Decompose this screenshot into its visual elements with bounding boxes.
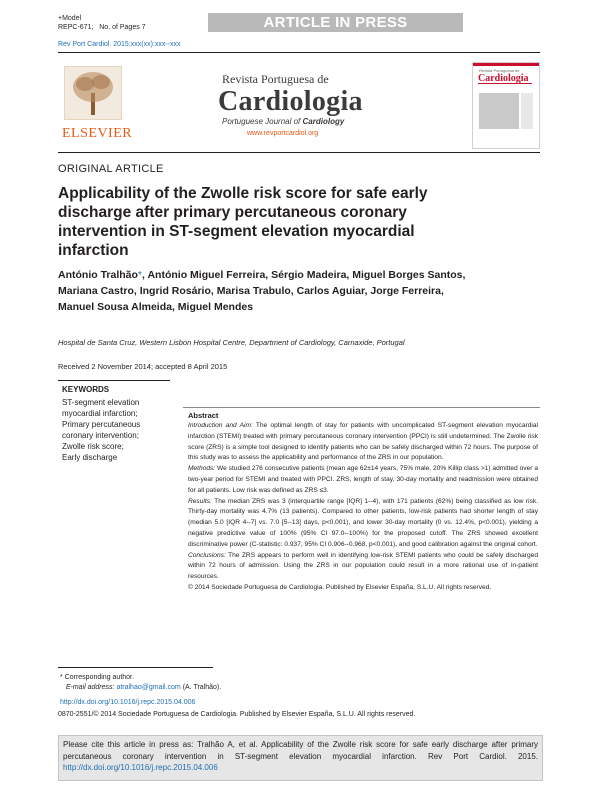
author-first: António Tralhão	[58, 269, 138, 281]
model-label: +Model	[58, 15, 82, 22]
abstract-results-label: Results:	[188, 497, 212, 505]
cover-image	[479, 93, 519, 129]
abstract-methods-text: We studied 276 consecutive patients (mean age 62±14 years, 75% male, 20% Killip class >1) admitted over a two-year period for STEMI and treated with PPCI. ZRS, length of stay, 30-day mortality and readmission were obtained for all patients. Low risk was defined as ZRS ≤3.	[188, 465, 538, 494]
abstract-rule	[183, 407, 540, 408]
journal-subtitle-bold: Cardiology	[302, 117, 345, 126]
email-owner: (A. Tralhão).	[180, 684, 222, 691]
abstract-methods	[188, 464, 538, 496]
abstract-results-text: The median ZRS was 3 (interquartile range [IQR] 1--4), with 171 patients (62%) being classified as low risk. Thirty-day mortality was 4.7% (13 patients). Compared to other patients, low-risk patients had shorter length of stay (median 5.0 [IQR 4--7] vs. 7.0 [5--13] days, p<0.001), and lower 30-day mortality (0 vs. 12.4%, p<0.001), yielding a negative predictive value of 100% (95% CI 97.0--100%) for the proposed cutoff. The ZRS showed excellent discriminative power (C-statistic: 0.937, 95% CI 0.906--0.968, p<0.001), and good calibration against the original cohort.	[188, 497, 538, 548]
journal-title-line1: Revista Portuguesa de	[222, 72, 329, 86]
author-list	[58, 267, 528, 315]
journal-title-main: Cardiologia	[218, 86, 363, 117]
abstract-conclusions-label: Conclusions:	[188, 551, 226, 559]
cover-side-image	[521, 93, 533, 129]
abstract-intro-text: The optimal length of stay for patients with uncomplicated ST-segment elevation myocardial infarction (STEMI) treated with primary percutaneous coronary intervention (PPCI) is still undetermined. The Zwolle risk score (ZRS) is a simple tool designed to identify patients who can be safely discharged within 72 hours. The purpose of this study was to assess the applicability and performance of the ZRS in our population.	[188, 422, 538, 462]
abstract-body	[188, 421, 538, 594]
tree-icon	[65, 67, 121, 119]
authors-line-1	[58, 267, 528, 283]
email-link[interactable]: atralhao@gmail.com	[116, 684, 181, 691]
elsevier-logo-image	[64, 66, 122, 120]
journal-subtitle-prefix: Portuguese Journal of	[222, 117, 301, 126]
keywords-list	[62, 397, 166, 463]
journal-url[interactable]: www.revportcardiol.org	[247, 130, 319, 137]
corresponding-star[interactable]: *	[137, 269, 143, 281]
affiliation: Hospital de Santa Cruz, Western Lisbon Hospital Centre, Department of Cardiology, Carnaxide, Portugal	[58, 338, 405, 347]
journal-subtitle	[222, 117, 344, 126]
corresponding-author-note	[60, 673, 221, 693]
cover-title: Cardiologia	[478, 73, 529, 84]
header-meta	[58, 14, 146, 32]
journal-citation: Rev Port Cardiol. 2015;xxx(xx):xxx--xxx	[58, 41, 181, 48]
authors-line-2: Mariana Castro, Ingrid Rosário, Marisa Trabulo, Carlos Aguiar, Jorge Ferreira,	[58, 285, 444, 297]
abstract-copyright: © 2014 Sociedade Portuguesa de Cardiologia. Published by Elsevier España, S.L.U. All rights reserved.	[188, 583, 492, 591]
keywords-rule	[58, 380, 170, 381]
doi-link[interactable]: http://dx.doi.org/10.1016/j.repc.2015.04.006	[60, 699, 196, 706]
keyword-item: ST-segment elevation myocardial infarction;	[62, 398, 140, 418]
email-line	[60, 683, 221, 693]
authors-line-1-rest: , António Miguel Ferreira, Sérgio Madeira, Miguel Borges Santos,	[142, 269, 466, 281]
article-title: Applicability of the Zwolle risk score for safe early discharge after primary percutaneous coronary intervention in ST-segment elevation myocardial infarction	[58, 185, 428, 259]
header-divider-bottom	[58, 152, 540, 153]
keyword-item: Zwolle risk score;	[62, 442, 124, 451]
article-code	[58, 23, 146, 32]
article-in-press-banner: ARTICLE IN PRESS	[208, 13, 463, 32]
keyword-item: Early discharge	[62, 453, 118, 462]
keywords-title: KEYWORDS	[62, 385, 110, 394]
received-dates: Received 2 November 2014; accepted 8 April 2015	[58, 362, 228, 371]
abstract-intro-label: Introduction and Aim:	[188, 422, 253, 429]
abstract-conclusions-text: The ZRS appears to perform well in identifying low-risk STEMI patients who could be safely discharged within 72 hours of admission. Using the ZRS in our population could result in a more rational use of in-patient resources.	[188, 551, 538, 581]
journal-cover-thumbnail	[472, 62, 540, 149]
cite-box	[58, 735, 543, 781]
keyword-item: Primary percutaneous coronary intervention;	[62, 420, 141, 440]
abstract-results	[188, 497, 538, 551]
abstract-intro	[188, 421, 538, 464]
cite-doi-link[interactable]: http://dx.doi.org/10.1016/j.repc.2015.04.006	[63, 763, 218, 772]
cover-small-title: Revista Portuguesa de	[479, 68, 520, 73]
cover-bar	[473, 63, 539, 66]
page-count: No. of Pages 7	[99, 24, 146, 31]
article-code-text: REPC-671;	[58, 24, 94, 31]
article-type: ORIGINAL ARTICLE	[58, 163, 164, 175]
authors-line-3: Manuel Sousa Almeida, Miguel Mendes	[58, 301, 254, 313]
abstract-title: Abstract	[188, 411, 219, 420]
abstract-methods-label: Methods:	[188, 465, 216, 473]
email-label: E-mail address:	[65, 684, 115, 691]
elsevier-wordmark: ELSEVIER	[62, 126, 133, 141]
corr-label: * Corresponding author.	[60, 674, 134, 681]
footnote-divider	[58, 667, 213, 668]
abstract-conclusions	[188, 551, 538, 583]
footer-copyright: 0870-2551/© 2014 Sociedade Portuguesa de Cardiologia. Published by Elsevier España, S.L.U. All rights reserved.	[58, 711, 416, 718]
header-divider-top	[58, 52, 540, 53]
cite-text: Please cite this article in press as: Tralhão A, et al. Applicability of the Zwolle risk score for safe early discharge after primary percutaneous coronary intervention in ST-segment elevation myocardial infarction. Rev Port Cardiol. 2015.	[63, 740, 538, 761]
cover-rule	[478, 83, 532, 84]
